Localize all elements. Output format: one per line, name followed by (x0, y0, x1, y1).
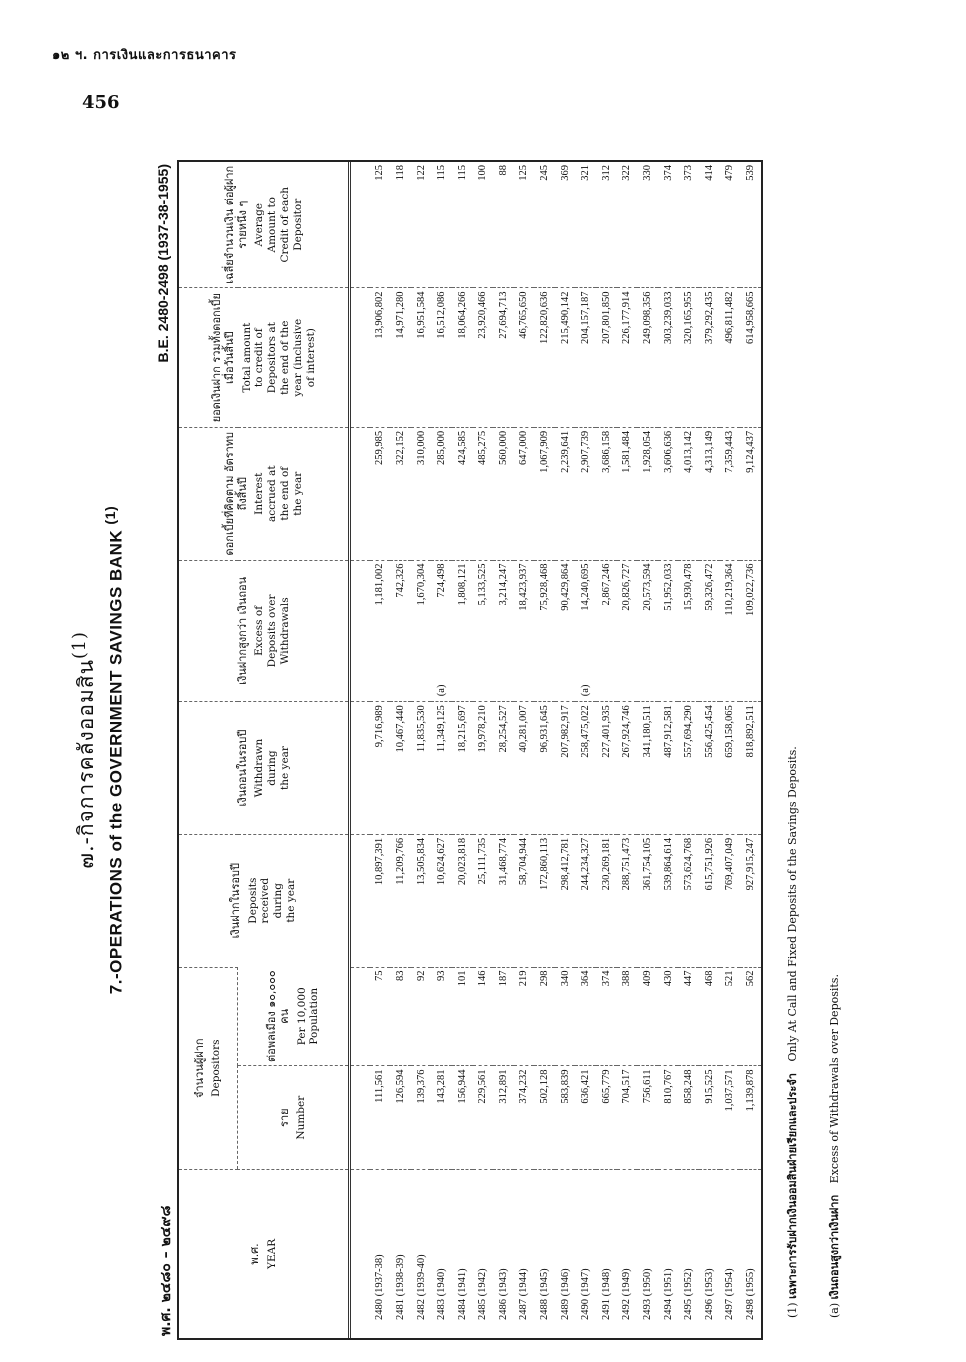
cell-per-pop: 92 (411, 967, 432, 1066)
cell-per-pop: 374 (596, 967, 617, 1066)
cell-interest: 259,985 (370, 427, 391, 560)
cell-withdrawn: 818,892,511 (740, 702, 761, 835)
cell-excess (473, 560, 494, 702)
cell-total: 23,920,466 (473, 288, 494, 427)
cell-interest: 485,275 (473, 427, 494, 560)
title-thai (70, 160, 103, 1340)
cell-year: 2487 (1944) (514, 1169, 535, 1338)
cell-number: 229,561 (473, 1066, 494, 1169)
header-year: พ.ศ. YEAR (179, 1169, 350, 1338)
cell-average: 118 (394, 165, 406, 181)
excess-value: 90,429,864 (559, 563, 571, 611)
excess-value: 51,952,033 (662, 563, 674, 611)
running-head: ๑๒ ฯ. การเงินและการธนาคาร (52, 48, 237, 63)
title-thai-text: ๗.-กิจการคลังออมสิน (74, 659, 98, 869)
savings-bank-table-frame (177, 160, 763, 1340)
cell-total: 204,157,187 (575, 288, 596, 427)
cell-year: 2489 (1946) (555, 1169, 576, 1338)
cell-year: 2485 (1942) (473, 1169, 494, 1338)
cell-number: 915,525 (699, 1066, 720, 1169)
table-row (390, 162, 411, 1338)
cell-number: 636,421 (575, 1066, 596, 1169)
cell-excess (720, 560, 741, 702)
cell-average: 312 (600, 165, 612, 181)
header-number: ราย Number (238, 1066, 350, 1169)
excess-value: 20,573,594 (642, 563, 654, 611)
footnote-a-thai: เงินถอนสูงกว่าเงินฝาก (828, 1194, 841, 1300)
title-english (103, 160, 127, 1340)
cell-number: 756,611 (637, 1066, 658, 1169)
cell-total: 614,958,665 (740, 288, 761, 427)
cell-average: 100 (477, 165, 489, 181)
cell-total: 496,811,482 (720, 288, 741, 427)
excess-value: 59,326,472 (703, 563, 715, 611)
cell-number: 704,517 (617, 1066, 638, 1169)
cell-received: 769,407,049 (720, 834, 741, 967)
cell-interest: 1,581,484 (617, 427, 638, 560)
footnote-1-english: Only At Call and Fixed Deposits of the Savings Deposits. (786, 746, 799, 1062)
footnote-1-marker: (1) (786, 1302, 799, 1318)
cell-average: 479 (724, 165, 736, 181)
cell-average: 321 (580, 165, 592, 181)
cell-number: 143,281 (431, 1066, 452, 1169)
cell-year: 2491 (1948) (596, 1169, 617, 1338)
cell-withdrawn: 207,982,917 (555, 702, 576, 835)
cell-per-pop: 430 (658, 967, 679, 1066)
excess-withdrawal-marker: (a) (436, 684, 448, 697)
cell-per-pop: 146 (473, 967, 494, 1066)
title-english-footnote-marker: (1) (103, 505, 119, 525)
cell-withdrawn: 258,475,022 (575, 702, 596, 835)
cell-total: 16,512,086 (431, 288, 452, 427)
cell-received: 13,505,834 (411, 834, 432, 967)
cell-received: 615,751,926 (699, 834, 720, 967)
cell-excess (617, 560, 638, 702)
cell-withdrawn: 19,978,210 (473, 702, 494, 835)
excess-value: 724,498 (436, 563, 448, 598)
cell-total: 16,951,584 (411, 288, 432, 427)
cell-withdrawn: 487,912,581 (658, 702, 679, 835)
cell-per-pop: 447 (678, 967, 699, 1066)
cell-number: 126,594 (390, 1066, 411, 1169)
excess-value: 5,133,525 (477, 563, 489, 606)
cell-average: 122 (415, 165, 427, 181)
cell-received: 361,754,105 (637, 834, 658, 967)
cell-average: 245 (539, 165, 551, 181)
cell-excess (370, 560, 391, 702)
table-row (370, 162, 391, 1338)
cell-withdrawn: 9,716,989 (370, 702, 391, 835)
excess-value: 110,219,364 (724, 563, 736, 616)
cell-per-pop: 340 (555, 967, 576, 1066)
table-row (658, 162, 679, 1338)
header-withdrawn: เงินถอนในรอบปี Withdrawn during the year (179, 702, 350, 835)
table-row (452, 162, 473, 1338)
cell-total: 207,801,850 (596, 288, 617, 427)
cell-excess (637, 560, 658, 702)
cell-total: 249,098,356 (637, 288, 658, 427)
cell-received: 288,751,473 (617, 834, 638, 967)
cell-excess (699, 560, 720, 702)
cell-per-pop: 468 (699, 967, 720, 1066)
cell-received: 230,269,181 (596, 834, 617, 967)
cell-average: 414 (703, 165, 715, 181)
cell-per-pop: 388 (617, 967, 638, 1066)
cell-number: 139,376 (411, 1066, 432, 1169)
table-body (350, 162, 762, 1338)
cell-number: 312,891 (493, 1066, 514, 1169)
cell-total: 320,165,955 (678, 288, 699, 427)
title-thai-footnote-marker: (1) (70, 631, 90, 660)
cell-excess (658, 560, 679, 702)
excess-value: 1,670,304 (415, 563, 427, 606)
excess-value: 1,181,002 (374, 563, 386, 606)
cell-per-pop: 298 (534, 967, 555, 1066)
cell-withdrawn: 556,425,454 (699, 702, 720, 835)
cell-excess (740, 560, 761, 702)
cell-total: 46,765,650 (514, 288, 535, 427)
cell-number: 665,779 (596, 1066, 617, 1169)
cell-per-pop: 75 (370, 967, 391, 1066)
excess-value: 75,928,468 (539, 563, 551, 611)
excess-value: 15,930,478 (683, 563, 695, 611)
table-spacer-row (350, 162, 370, 1338)
cell-year: 2498 (1955) (740, 1169, 761, 1338)
table-row (740, 162, 761, 1338)
footnote-1 (783, 746, 801, 1318)
cell-year: 2495 (1952) (678, 1169, 699, 1338)
table-row (720, 162, 741, 1338)
cell-year: 2490 (1947) (575, 1169, 596, 1338)
excess-value: 18,423,937 (518, 563, 530, 611)
header-interest: ดอกเบี้ยที่คิดตาม อัตราทบถึงสิ้นปี Interest accrued at the end of the year (179, 427, 350, 560)
header-excess: เงินฝากสูงกว่า เงินถอน Excess of Deposits over Withdrawals (179, 560, 350, 702)
cell-received: 58,704,944 (514, 834, 535, 967)
cell-average: 374 (662, 165, 674, 181)
cell-interest: 4,013,142 (678, 427, 699, 560)
excess-withdrawal-marker: (a) (580, 684, 592, 697)
table-row (699, 162, 720, 1338)
cell-year: 2483 (1940) (431, 1169, 452, 1338)
cell-per-pop: 409 (637, 967, 658, 1066)
cell-total: 14,971,280 (390, 288, 411, 427)
cell-excess (493, 560, 514, 702)
cell-total: 122,820,636 (534, 288, 555, 427)
cell-average: 322 (621, 165, 633, 181)
cell-withdrawn: 96,931,645 (534, 702, 555, 835)
era-english: B.E. 2480-2498 (1937-38-1955) (155, 164, 171, 363)
cell-received: 573,624,768 (678, 834, 699, 967)
cell-interest: 1,928,054 (637, 427, 658, 560)
cell-number: 1,139,878 (740, 1066, 761, 1169)
cell-interest: 3,606,636 (658, 427, 679, 560)
cell-withdrawn: 341,180,511 (637, 702, 658, 835)
cell-year: 2481 (1938-39) (390, 1169, 411, 1338)
cell-excess (575, 560, 596, 702)
cell-withdrawn: 11,349,125 (431, 702, 452, 835)
cell-number: 1,037,571 (720, 1066, 741, 1169)
cell-interest: 322,152 (390, 427, 411, 560)
cell-average: 88 (497, 165, 509, 176)
cell-received: 11,209,766 (390, 834, 411, 967)
cell-year: 2493 (1950) (637, 1169, 658, 1338)
table-row (431, 162, 452, 1338)
cell-excess (452, 560, 473, 702)
cell-excess (555, 560, 576, 702)
table-row (596, 162, 617, 1338)
cell-number: 111,561 (370, 1066, 391, 1169)
savings-bank-table (179, 162, 761, 1338)
cell-interest: 2,907,739 (575, 427, 596, 560)
excess-value: 20,826,727 (621, 563, 633, 611)
cell-received: 172,860,113 (534, 834, 555, 967)
cell-number: 374,232 (514, 1066, 535, 1169)
cell-total: 226,177,914 (617, 288, 638, 427)
table-row (678, 162, 699, 1338)
cell-total: 303,239,033 (658, 288, 679, 427)
cell-year: 2484 (1941) (452, 1169, 473, 1338)
cell-received: 244,234,327 (575, 834, 596, 967)
cell-number: 156,944 (452, 1066, 473, 1169)
table-row (534, 162, 555, 1338)
cell-excess (534, 560, 555, 702)
cell-interest: 3,686,158 (596, 427, 617, 560)
table-row (411, 162, 432, 1338)
excess-value: 1,808,121 (456, 563, 468, 606)
cell-total: 379,292,435 (699, 288, 720, 427)
cell-year: 2494 (1951) (658, 1169, 679, 1338)
header-deposits-received: เงินฝากในรอบปี Deposits received during the year (179, 834, 350, 967)
cell-number: 502,128 (534, 1066, 555, 1169)
header-average-amount: เฉลี่ยจำนวนเงิน ต่อผู้ฝากรายหนึ่ง ๆ Average Amount to Credit of each Depositor (179, 162, 350, 288)
cell-received: 31,468,774 (493, 834, 514, 967)
cell-per-pop: 219 (514, 967, 535, 1066)
excess-value: 14,240,695 (580, 563, 592, 611)
cell-year: 2480 (1937-38) (370, 1169, 391, 1338)
cell-average: 369 (559, 165, 571, 181)
cell-withdrawn: 557,694,290 (678, 702, 699, 835)
cell-withdrawn: 28,254,527 (493, 702, 514, 835)
cell-year: 2488 (1945) (534, 1169, 555, 1338)
cell-received: 25,111,735 (473, 834, 494, 967)
cell-total: 215,490,142 (555, 288, 576, 427)
footnote-1-thai: เฉพาะการรับฝากเงินออมสินฝ่ายเรียกและประจำ (786, 1073, 799, 1299)
table-row (637, 162, 658, 1338)
header-total-amount: ยอดเงินฝาก รวมทั้งดอกเบี้ย เมื่อวันสิ้นปี Total amount to credit of Depositors at the end of the year (inclusive of interest) (179, 288, 350, 427)
header-depositors: จำนวนผู้ฝาก Depositors (179, 967, 238, 1169)
cell-excess (514, 560, 535, 702)
table-row (514, 162, 535, 1338)
cell-interest: 285,000 (431, 427, 452, 560)
cell-interest: 4,313,149 (699, 427, 720, 560)
cell-per-pop: 93 (431, 967, 452, 1066)
cell-number: 858,248 (678, 1066, 699, 1169)
cell-withdrawn: 267,924,746 (617, 702, 638, 835)
cell-interest: 560,000 (493, 427, 514, 560)
era-thai: พ.ศ. ๒๔๘๐ – ๒๔๙๘ (158, 1205, 174, 1336)
cell-received: 10,897,391 (370, 834, 391, 967)
cell-year: 2492 (1949) (617, 1169, 638, 1338)
table-row (575, 162, 596, 1338)
cell-average: 330 (642, 165, 654, 181)
page-number: 456 (82, 92, 120, 113)
cell-withdrawn: 18,215,697 (452, 702, 473, 835)
cell-year: 2497 (1954) (720, 1169, 741, 1338)
cell-excess (431, 560, 452, 702)
footnote-a (825, 974, 843, 1318)
cell-received: 10,624,627 (431, 834, 452, 967)
cell-withdrawn: 10,467,440 (390, 702, 411, 835)
cell-received: 20,023,818 (452, 834, 473, 967)
cell-average: 115 (436, 165, 448, 181)
cell-number: 810,767 (658, 1066, 679, 1169)
rotated-page (55, 160, 885, 1340)
cell-withdrawn: 40,281,007 (514, 702, 535, 835)
cell-excess (678, 560, 699, 702)
table-row (493, 162, 514, 1338)
cell-interest: 647,000 (514, 427, 535, 560)
excess-value: 109,022,736 (745, 563, 757, 617)
cell-per-pop: 187 (493, 967, 514, 1066)
cell-excess (596, 560, 617, 702)
table-row (555, 162, 576, 1338)
cell-total: 13,906,802 (370, 288, 391, 427)
cell-per-pop: 521 (720, 967, 741, 1066)
cell-per-pop: 364 (575, 967, 596, 1066)
cell-average: 373 (683, 165, 695, 181)
cell-withdrawn: 11,835,530 (411, 702, 432, 835)
cell-total: 27,694,713 (493, 288, 514, 427)
cell-average: 125 (518, 165, 530, 181)
cell-withdrawn: 659,158,065 (720, 702, 741, 835)
cell-year: 2496 (1953) (699, 1169, 720, 1338)
cell-average: 539 (745, 165, 757, 181)
excess-value: 742,326 (394, 563, 406, 598)
cell-interest: 310,000 (411, 427, 432, 560)
table-row (473, 162, 494, 1338)
footnote-a-marker: (a) (828, 1302, 841, 1318)
cell-interest: 9,124,437 (740, 427, 761, 560)
cell-number: 583,839 (555, 1066, 576, 1169)
footnote-a-english: Excess of Withdrawals over Deposits. (828, 974, 841, 1184)
cell-per-pop: 83 (390, 967, 411, 1066)
cell-year: 2486 (1943) (493, 1169, 514, 1338)
table-row (617, 162, 638, 1338)
cell-excess (390, 560, 411, 702)
cell-interest: 424,585 (452, 427, 473, 560)
header-per-population: ต่อพลเมือง ๑๐,๐๐๐ คน Per 10,000 Population (238, 967, 350, 1066)
cell-average: 125 (374, 165, 386, 181)
cell-received: 298,412,781 (555, 834, 576, 967)
cell-excess (411, 560, 432, 702)
title-english-text: 7.-OPERATIONS of the GOVERNMENT SAVINGS BANK (106, 529, 126, 995)
cell-interest: 1,067,909 (534, 427, 555, 560)
cell-received: 539,864,614 (658, 834, 679, 967)
cell-interest: 7,359,443 (720, 427, 741, 560)
cell-interest: 2,239,641 (555, 427, 576, 560)
cell-per-pop: 562 (740, 967, 761, 1066)
cell-total: 18,064,266 (452, 288, 473, 427)
cell-per-pop: 101 (452, 967, 473, 1066)
excess-value: 3,214,247 (497, 563, 509, 606)
excess-value: 2,867,246 (600, 563, 612, 606)
cell-year: 2482 (1939-40) (411, 1169, 432, 1338)
cell-average: 115 (456, 165, 468, 181)
cell-received: 927,915,247 (740, 834, 761, 967)
cell-withdrawn: 227,401,935 (596, 702, 617, 835)
